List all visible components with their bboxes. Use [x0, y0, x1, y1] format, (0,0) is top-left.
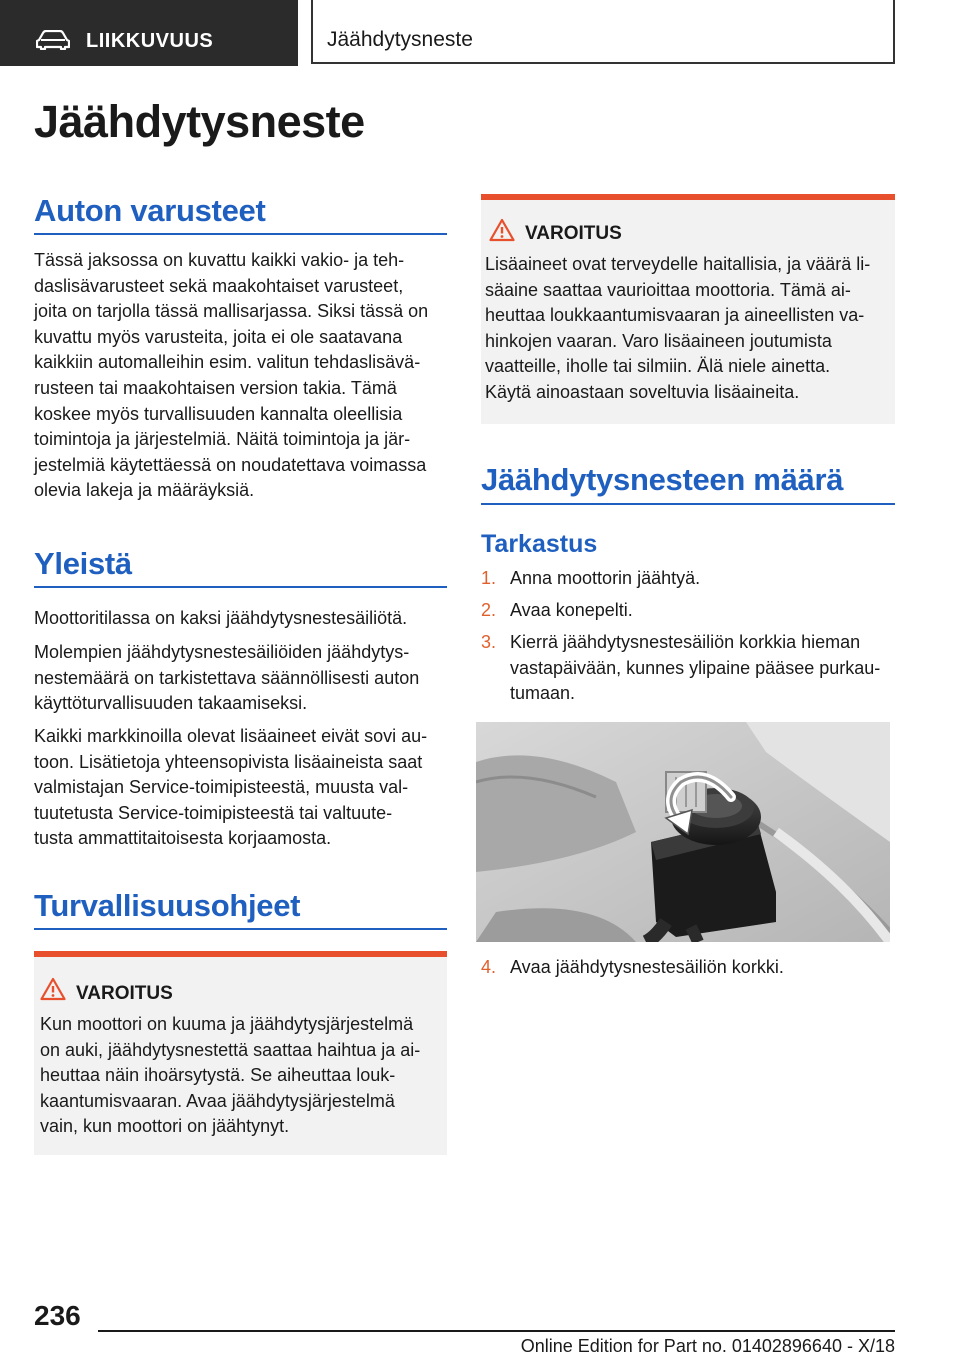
text-line: käyttöturvallisuuden takaamiseksi.: [34, 693, 308, 714]
breadcrumb[interactable]: Jäähdytysneste: [327, 28, 473, 51]
text-line: toimintoja ja järjestelmiä. Näitä toimintoja ja jär-: [34, 429, 411, 450]
heading-auton-varusteet: Auton varusteet: [34, 193, 266, 228]
warning-triangle-icon: [489, 218, 515, 242]
step-number: 3.: [481, 632, 497, 652]
page-title: Jäähdytysneste: [34, 96, 365, 147]
text-line: Kierrä jäähdytysnestesäiliön korkkia hieman: [510, 632, 861, 652]
section-label: LIIKKUVUUS: [86, 30, 214, 52]
text-line: Kun moottori on kuuma ja jäähdytysjärjestelmä: [40, 1014, 414, 1034]
text-line: tuutetusta Service-toimipisteestä tai valtuute-: [34, 802, 393, 823]
text-line: Lisäaineet ovat terveydelle haitallisia, ja väärä li-: [485, 254, 871, 274]
warning-triangle-icon: [40, 977, 66, 1001]
text-line: säaine saattaa vaurioittaa moottoria. Tämä ai-: [485, 279, 851, 300]
text-line: Moottoritilassa on kaksi jäähdytysnestesäiliötä.: [34, 608, 408, 628]
text-line: kaikkiin automalleihin esim. valitun tehdaslisävä-: [34, 352, 421, 373]
text-line: daslisävarusteet sekä maakohtaiset varusteet,: [34, 275, 404, 296]
text-line: heuttaa loukkaantumisvaaran ja aineellisten va-: [485, 305, 865, 326]
warning-box-hot-engine: [34, 951, 447, 1155]
step-text: Avaa jäähdytysnestesäiliön korkki.: [510, 957, 784, 977]
coolant-reservoir-drawing: [476, 722, 890, 942]
list-item: [481, 598, 895, 624]
footer-rule: [98, 1330, 895, 1332]
car-icon: [36, 30, 70, 50]
list-item: [481, 630, 895, 710]
text-line: hinkojen vaaran. Varo lisäaineen joutumista: [485, 330, 832, 351]
heading-jaahdytysnesteen-maara: Jäähdytysnesteen määrä: [481, 462, 844, 497]
text-line: tumaan.: [510, 683, 576, 704]
text-line: kuvattu myös varusteita, joita ei ole saatavana: [34, 326, 403, 347]
heading-turvallisuusohjeet: Turvallisuusohjeet: [34, 888, 301, 923]
heading-rule: [34, 233, 447, 235]
text-line: Tässä jaksossa on kuvattu kaikki vakio- ja teh-: [34, 250, 405, 270]
warning-box-additives: [481, 194, 895, 424]
heading-rule: [34, 928, 447, 930]
step-text: Anna moottorin jäähtyä.: [510, 568, 701, 588]
text-line: Käytä ainoastaan soveltuvia lisäaineita.: [485, 381, 800, 402]
text-line: tusta ammattitaitoisesta korjaamosta.: [34, 828, 332, 849]
text-line: vastapäivään, kunnes ylipaine pääsee purkau-: [510, 657, 881, 678]
text-line: olevia lakeja ja määräyksiä.: [34, 480, 255, 501]
step-text: [510, 630, 895, 707]
text-line: rusteen tai maakohtaisen version takia. Tämä: [34, 377, 397, 398]
text-line: koskee myös turvallisuuden kannalta oleellisia: [34, 403, 403, 424]
text-line: on auki, jäähdytysnestettä saattaa haihtua ja ai-: [40, 1039, 421, 1060]
text-line: vain, kun moottori on jäähtynyt.: [40, 1116, 290, 1137]
warning-text: [485, 252, 885, 406]
heading-yleista: Yleistä: [34, 546, 132, 581]
text-line: Molempien jäähdytysnestesäiliöiden jäähdytys-: [34, 642, 410, 662]
step-number: 4.: [481, 957, 497, 977]
step-number: 1.: [481, 568, 497, 588]
paragraph-auton-varusteet: [34, 248, 454, 504]
text-line: joita on tarjolla tässä mallisarjassa. Siksi tässä on: [34, 301, 429, 322]
edition-note: Online Edition for Part no. 01402896640 - X/18: [520, 1336, 895, 1356]
warning-title: VAROITUS: [76, 983, 173, 1004]
heading-tarkastus: Tarkastus: [481, 530, 598, 558]
text-line: jestelmiä käytettäessä on noudatettava voimassa: [34, 454, 427, 475]
text-line: Kaikki markkinoilla olevat lisäaineet eivät sovi au-: [34, 726, 428, 746]
text-line: vaatteille, iholle tai silmiin. Älä niele ainetta.: [485, 356, 831, 377]
step-number: 2.: [481, 600, 497, 620]
breadcrumb-bar: [311, 0, 895, 64]
warning-title: VAROITUS: [525, 223, 622, 244]
paragraph-yleista-2: [34, 640, 454, 717]
text-line: heuttaa näin ihoärsytystä. Se aiheuttaa louk-: [40, 1065, 396, 1086]
heading-rule: [34, 586, 447, 588]
step-text: Avaa konepelti.: [510, 600, 633, 620]
warning-text: [40, 1012, 437, 1140]
text-line: nestemäärä on tarkistettava säännöllisesti auton: [34, 667, 420, 688]
text-line: kaantumisvaaran. Avaa jäähdytysjärjestelmä: [40, 1090, 395, 1111]
paragraph-yleista-3: [34, 724, 454, 852]
coolant-reservoir-illustration: [476, 722, 890, 942]
page-number: 236: [34, 1300, 81, 1331]
list-item: [481, 955, 895, 981]
list-item: [481, 566, 895, 592]
text-line: toon. Lisätietoja yhteensopivista lisäaineista saat: [34, 751, 423, 772]
text-line: valmistajan Service-toimipisteestä, muusta val-: [34, 777, 409, 798]
heading-rule: [481, 503, 895, 505]
paragraph-yleista-1: [34, 606, 454, 632]
section-tab[interactable]: [0, 0, 298, 66]
